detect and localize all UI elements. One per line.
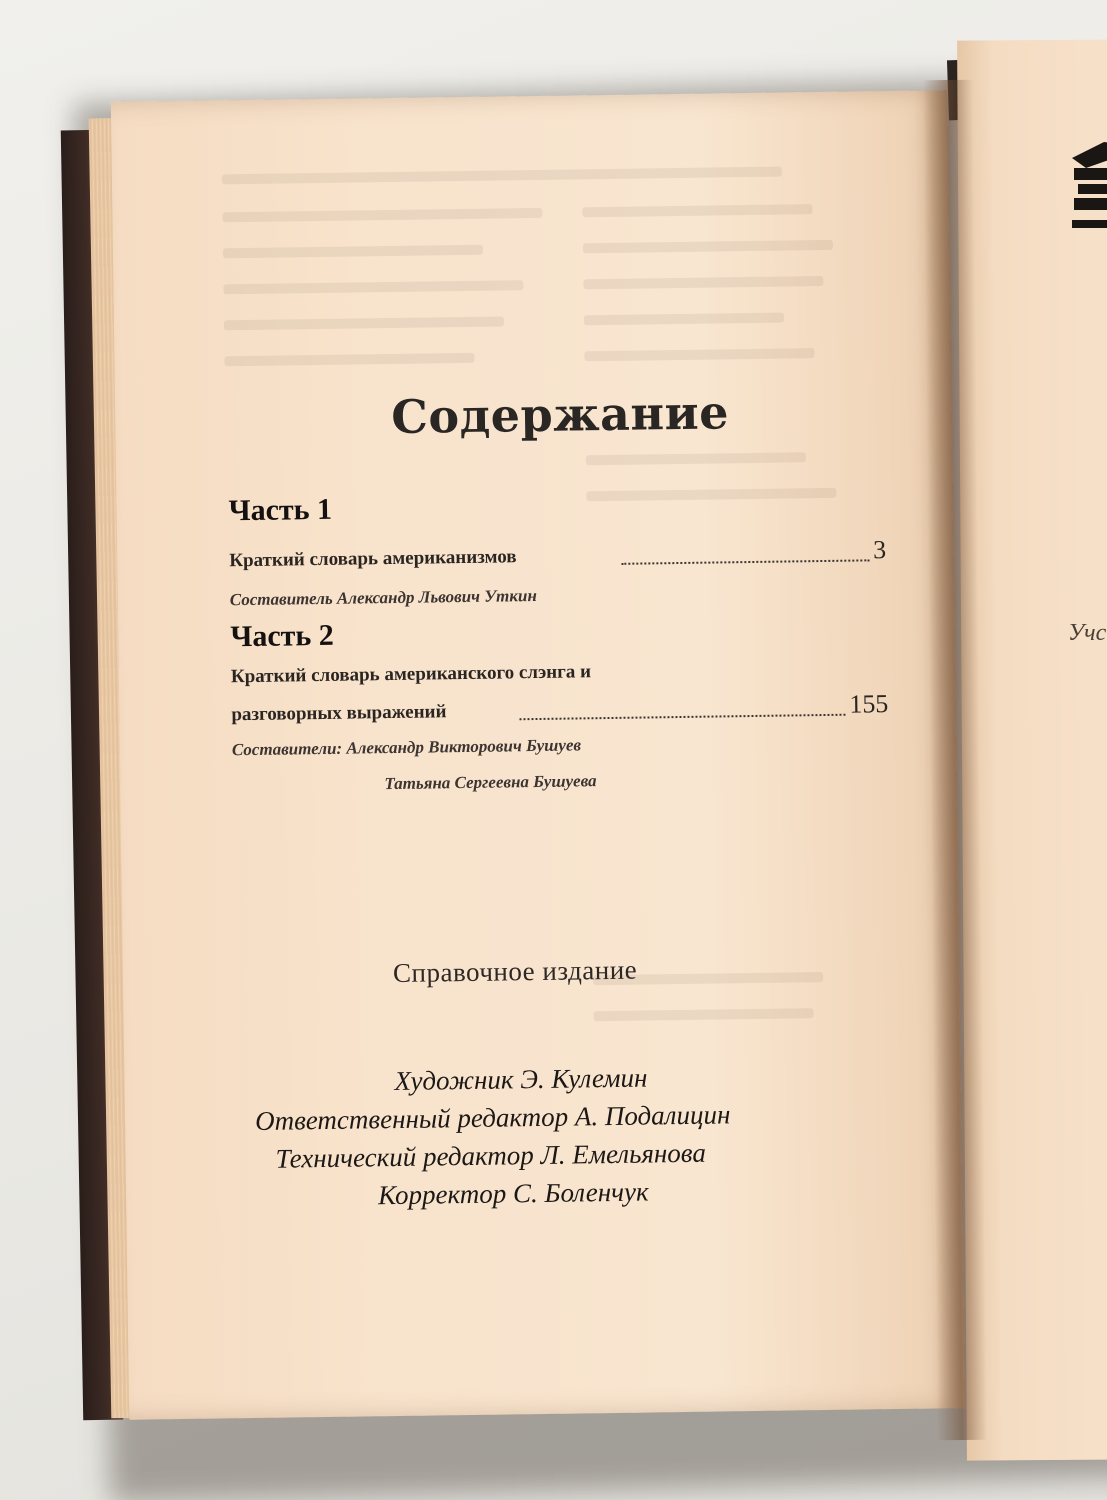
part-2-authors: Составители: Александр Викторович Бушуев bbox=[231, 735, 582, 760]
show-through-line bbox=[583, 276, 823, 289]
show-through-line bbox=[223, 280, 523, 294]
show-through-line bbox=[584, 348, 814, 361]
credit-line: Технический редактор Л. Емельянова bbox=[275, 1137, 707, 1174]
credit-line: Художник Э. Кулемин bbox=[394, 1062, 648, 1097]
show-through-line bbox=[224, 316, 504, 330]
left-page bbox=[111, 90, 965, 1420]
part-2-second-author: Татьяна Сергеевна Бушуева bbox=[384, 771, 597, 794]
toc-entry-part-2-line-2: разговорных выражений bbox=[231, 701, 447, 726]
toc-entry-part-2-line-1: Краткий словарь американского слэнга и bbox=[230, 661, 592, 688]
credit-line: Корректор С. Боленчук bbox=[377, 1176, 649, 1211]
show-through-line bbox=[224, 353, 474, 366]
right-page-text-fragment: Учс bbox=[1068, 620, 1107, 646]
credit-line: Ответственный редактор А. Подалицин bbox=[254, 1099, 731, 1136]
toc-page-number: 155 bbox=[849, 689, 889, 719]
show-through-line bbox=[584, 313, 784, 326]
show-through-line bbox=[582, 204, 812, 217]
part-2-heading: Часть 2 bbox=[230, 618, 334, 654]
show-through-line bbox=[222, 208, 542, 222]
show-through-line bbox=[583, 240, 833, 253]
toc-leader-dots bbox=[519, 712, 845, 721]
show-through-line bbox=[222, 167, 782, 185]
edition-type: Справочное издание bbox=[392, 954, 638, 989]
part-1-heading: Часть 1 bbox=[228, 492, 333, 528]
page-title: Содержание bbox=[390, 385, 730, 445]
show-through-line bbox=[223, 245, 483, 259]
show-through-line bbox=[586, 488, 836, 501]
toc-leader-dots bbox=[621, 557, 869, 564]
toc-entry-part-1: Краткий словарь американизмов bbox=[229, 546, 517, 572]
part-1-author: Составитель Александр Львович Уткин bbox=[229, 586, 537, 610]
show-through-line bbox=[594, 1008, 814, 1021]
show-through-line bbox=[586, 452, 806, 465]
toc-page-number: 3 bbox=[872, 535, 887, 565]
publisher-logo-icon bbox=[1064, 128, 1107, 238]
